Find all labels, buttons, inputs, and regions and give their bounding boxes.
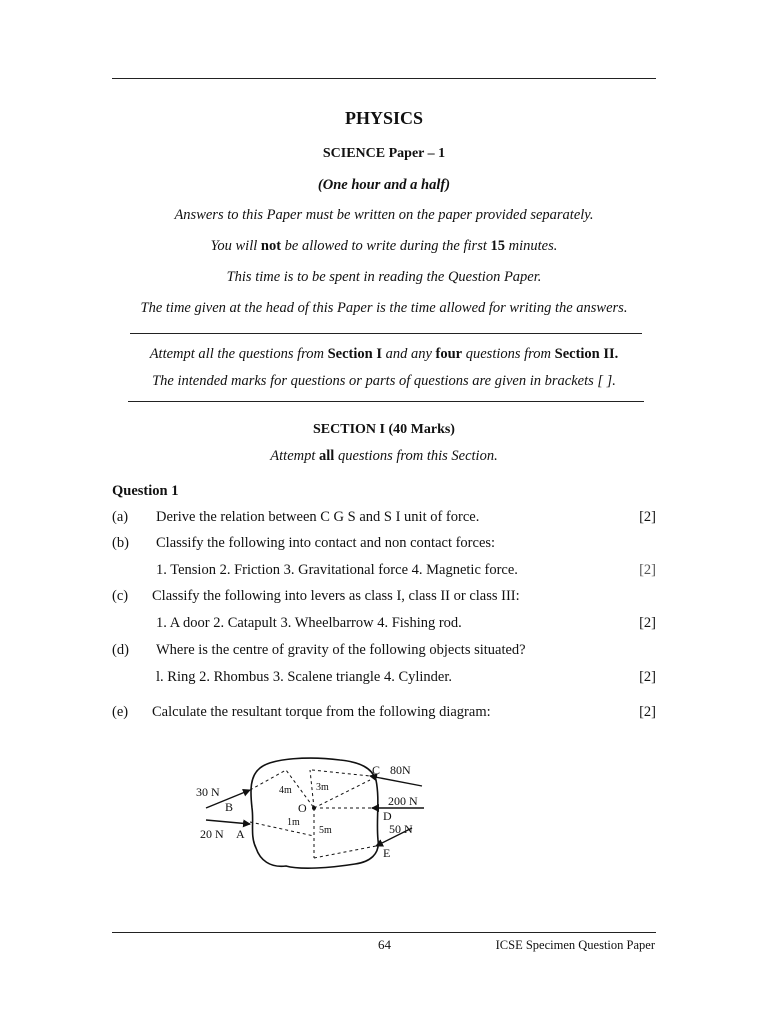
part-text: 1. Tension 2. Friction 3. Gravitational force 4. Magnetic force. <box>156 562 518 578</box>
distance-label-4m: 4m <box>279 785 292 796</box>
part-marks: [2] <box>639 615 656 631</box>
body-outline <box>251 758 381 868</box>
instruction-line-2: You will not be allowed to write during the first 15 minutes. <box>210 238 558 254</box>
point-label-d: D <box>383 809 392 823</box>
paper-duration: (One hour and a half) <box>317 177 451 193</box>
point-label-b: B <box>225 800 234 814</box>
part-marks: [2] <box>639 669 656 685</box>
part-label: (e) <box>112 704 129 720</box>
instruction-line-4: The time given at the head of this Paper is the time allowed for writing the answers. <box>140 300 628 316</box>
part-label: (a) <box>112 509 129 525</box>
footer-rule <box>112 932 656 933</box>
force-label-50n: 50 N <box>389 822 413 836</box>
pivot-point <box>312 806 316 810</box>
part-marks: [2] <box>639 704 656 720</box>
paper-name: SCIENCE Paper – 1 <box>322 146 446 161</box>
footer-source: ICSE Specimen Question Paper <box>495 938 655 952</box>
marks-instruction: The intended marks for questions or parts of questions are given in brackets [ ]. <box>152 373 616 389</box>
question-part-b-items <box>112 562 656 582</box>
part-label: (c) <box>112 588 129 604</box>
part-marks: [2] <box>639 562 656 578</box>
question-part-c-items <box>112 615 656 635</box>
top-rule <box>112 78 656 79</box>
part-text: Classify the following into levers as class I, class II or class III: <box>152 588 520 604</box>
instructions-divider <box>130 333 642 334</box>
question-part-d-items <box>112 669 656 689</box>
pivot-label-o: O <box>298 801 307 815</box>
page-number: 64 <box>378 937 391 952</box>
force-label-200n: 200 N <box>388 794 418 808</box>
point-label-c: C <box>372 763 381 777</box>
part-text: Classify the following into contact and non contact forces: <box>156 535 496 551</box>
attempt-instruction: Attempt all the questions from Section I and any four questions from Section II. <box>149 346 619 362</box>
question-part-a <box>112 509 656 529</box>
instruction-line-1: Answers to this Paper must be written on the paper provided separately. <box>174 207 594 223</box>
part-text: Calculate the resultant torque from the following diagram: <box>152 704 491 720</box>
section-title: SECTION I (40 Marks) <box>313 422 455 437</box>
force-label-30n: 30 N <box>196 785 220 799</box>
part-label: (d) <box>112 642 129 658</box>
part-text: Where is the centre of gravity of the following objects situated? <box>156 642 526 658</box>
distance-label-1m: 1m <box>287 817 300 828</box>
part-marks: [2] <box>639 509 656 525</box>
question-part-e <box>112 704 656 724</box>
header-bottom-rule <box>128 401 644 402</box>
torque-diagram <box>190 750 440 880</box>
force-label-80n: 80N <box>390 763 411 777</box>
distance-label-5m: 5m <box>319 825 332 836</box>
question-part-d <box>112 642 656 662</box>
paper-subject-title: PHYSICS <box>344 108 424 128</box>
part-text: Derive the relation between C G S and S I unit of force. <box>156 509 480 525</box>
instruction-line-3: This time is to be spent in reading the Question Paper. <box>226 269 542 285</box>
point-label-a: A <box>236 827 245 841</box>
force-label-20n: 20 N <box>200 827 224 841</box>
part-text: 1. A door 2. Catapult 3. Wheelbarrow 4. Fishing rod. <box>156 615 462 631</box>
point-label-e: E <box>383 846 391 860</box>
section-note: Attempt all questions from this Section. <box>270 448 498 464</box>
part-label: (b) <box>112 535 129 551</box>
question-heading: Question 1 <box>112 483 179 499</box>
part-text: l. Ring 2. Rhombus 3. Scalene triangle 4. Cylinder. <box>156 669 453 685</box>
question-part-c <box>112 588 656 608</box>
question-part-b <box>112 535 656 555</box>
distance-lines <box>250 770 376 858</box>
distance-label-3m: 3m <box>316 782 329 793</box>
